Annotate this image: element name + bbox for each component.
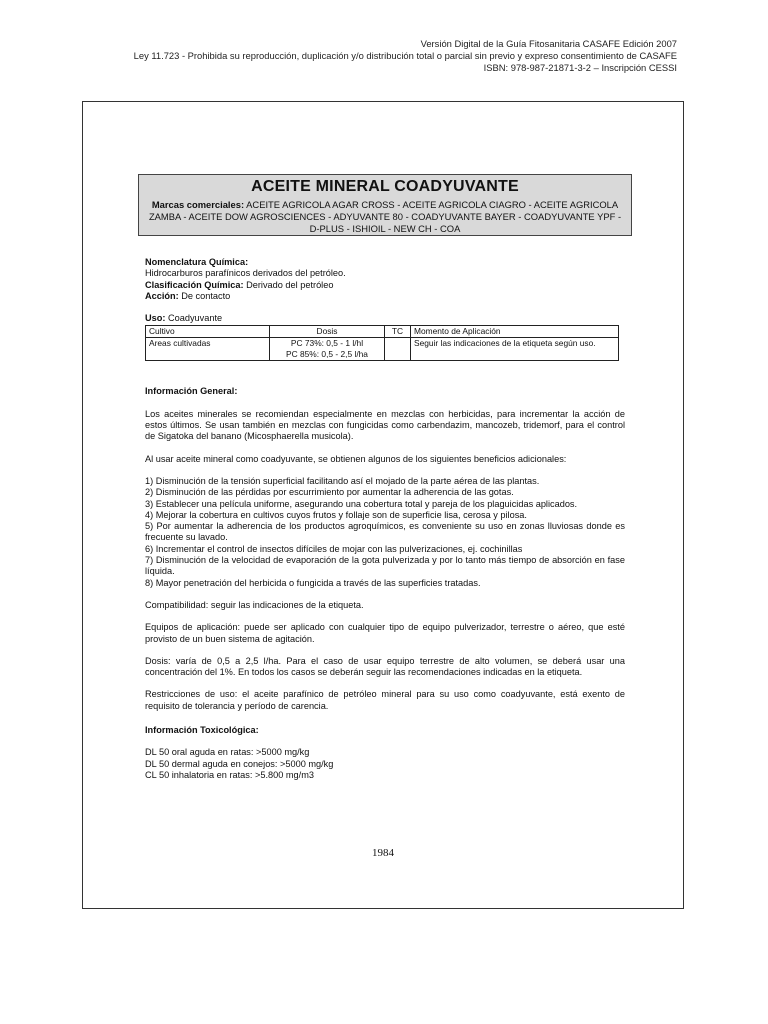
clasificacion bbox=[145, 280, 625, 291]
uso-label: Uso: bbox=[145, 313, 166, 324]
clasificacion-text: Derivado del petróleo bbox=[243, 279, 334, 290]
list-item: 4) Mejorar la cobertura en cultivos cuyos frutos y follaje son de superficie lisa, cerosa y pilosa. bbox=[145, 509, 527, 520]
cell-dosis-line1: PC 73%: 0,5 - 1 l/hl bbox=[290, 338, 364, 349]
restricciones-uso: Restricciones de uso: el aceite parafínico de petróleo mineral para su uso como coadyuvante, está exento de requisito de tolerancia y período de carencia. bbox=[145, 689, 625, 711]
benefits-list bbox=[145, 476, 625, 589]
table-header-row bbox=[146, 326, 619, 338]
title-box bbox=[138, 174, 632, 236]
usage-table bbox=[145, 325, 619, 361]
trade-names bbox=[139, 199, 631, 235]
cell-momento: Seguir las indicaciones de la etiqueta según uso. bbox=[411, 338, 619, 361]
cell-tc bbox=[385, 338, 411, 361]
compatibilidad: Compatibilidad: seguir las indicaciones de la etiqueta. bbox=[145, 599, 364, 610]
clasificacion-label: Clasificación Química: bbox=[145, 279, 244, 290]
accion-label: Acción: bbox=[145, 290, 179, 301]
list-item: 6) Incrementar el control de insectos difíciles de mojar con las pulverizaciones, ej. cochinillas bbox=[145, 543, 523, 554]
page-header bbox=[134, 38, 677, 74]
list-item: 3) Establecer una película uniforme, asegurando una cobertura total y pareja de los plaguicidas aplicados. bbox=[145, 498, 578, 509]
header-dosis: Dosis bbox=[270, 326, 385, 338]
tox-item: DL 50 oral aguda en ratas: >5000 mg/kg bbox=[145, 747, 310, 758]
list-item: 2) Disminución de las pérdidas por escurrimiento por aumentar la adherencia de las gotas. bbox=[145, 487, 514, 498]
header-edition: Versión Digital de la Guía Fitosanitaria CASAFE Edición 2007 bbox=[420, 38, 677, 49]
accion bbox=[145, 291, 625, 302]
content bbox=[145, 257, 625, 781]
info-general-heading: Información General: bbox=[145, 386, 238, 397]
header-copyright: Ley 11.723 - Prohibida su reproducción, duplicación y/o distribución total o parcial sin previo y expreso consentimiento de CASAFE bbox=[133, 50, 677, 61]
document-frame bbox=[82, 101, 684, 909]
accion-text: De contacto bbox=[178, 290, 231, 301]
trade-names-label: Marcas comerciales: bbox=[151, 199, 245, 210]
dosis: Dosis: varía de 0,5 a 2,5 l/ha. Para el caso de usar equipo terrestre de alto volumen, se deberá usar una concentración del 1%. En todos los casos se deberán seguir las recomendaciones indicadas en la etiqueta. bbox=[145, 655, 625, 678]
cell-cultivo: Areas cultivadas bbox=[146, 338, 270, 361]
trade-names-text: ACEITE AGRICOLA AGAR CROSS - ACEITE AGRICOLA CIAGRO - ACEITE AGRICOLA ZAMBA - ACEITE DOW AGROSCIENCES - ADYUVANTE 80 - COADYUVANTE BAYER - COADYUVANTE YPF - D-PLUS - ISHIOIL - NEW CH - COA bbox=[148, 199, 622, 234]
product-title: ACEITE MINERAL COADYUVANTE bbox=[251, 178, 519, 195]
info-general-p1: Los aceites minerales se recomiendan especialmente en mezclas con herbicidas, para incrementar la acción de estos últimos. Se usan también en mezclas con fungicidas como carbendazim, mancozeb, tridemorf, para el control de Sigatoka del banano (Micosphaerella musicola). bbox=[145, 408, 625, 442]
info-general-p2: Al usar aceite mineral como coadyuvante, se obtienen algunos de los siguientes beneficios adicionales: bbox=[145, 453, 567, 464]
table-row bbox=[146, 338, 619, 361]
header-isbn: ISBN: 978-987-21871-3-2 – Inscripción CESSI bbox=[483, 62, 677, 73]
header-tc: TC bbox=[385, 326, 411, 338]
page-number: 1984 bbox=[372, 847, 394, 859]
list-item: 7) Disminución de la velocidad de evaporación de la gota pulverizada y por lo tanto más tiempo de absorción en fase líquida. bbox=[145, 555, 625, 577]
header-cultivo: Cultivo bbox=[146, 326, 270, 338]
equipos-aplicacion: Equipos de aplicación: puede ser aplicado con cualquier tipo de equipo pulverizador, terrestre o aéreo, que esté provisto de un buen sistema de agitación. bbox=[145, 622, 625, 644]
uso-text: Coadyuvante bbox=[165, 313, 223, 324]
header-momento: Momento de Aplicación bbox=[411, 326, 619, 338]
list-item: 8) Mayor penetración del herbicida o fungicida a través de las superficies tratadas. bbox=[145, 577, 481, 588]
nomenclatura-label: Nomenclatura Química: bbox=[145, 257, 249, 267]
cell-dosis bbox=[270, 338, 385, 361]
toxicologica-heading: Información Toxicológica: bbox=[145, 725, 259, 736]
cell-dosis-line2: PC 85%: 0,5 - 2,5 l/ha bbox=[286, 349, 368, 360]
tox-item: DL 50 dermal aguda en conejos: >5000 mg/kg bbox=[145, 758, 334, 769]
list-item: 5) Por aumentar la adherencia de los productos agroquímicos, es conveniente su uso en zonas lluviosas donde es frecuente su lavado. bbox=[145, 521, 625, 543]
list-item: 1) Disminución de la tensión superficial facilitando así el mojado de la parte aérea de las plantas. bbox=[145, 475, 540, 486]
uso bbox=[145, 313, 625, 324]
nomenclatura-text: Hidrocarburos parafínicos derivados del petróleo. bbox=[145, 268, 346, 279]
tox-item: CL 50 inhalatoria en ratas: >5.800 mg/m3 bbox=[145, 769, 314, 780]
